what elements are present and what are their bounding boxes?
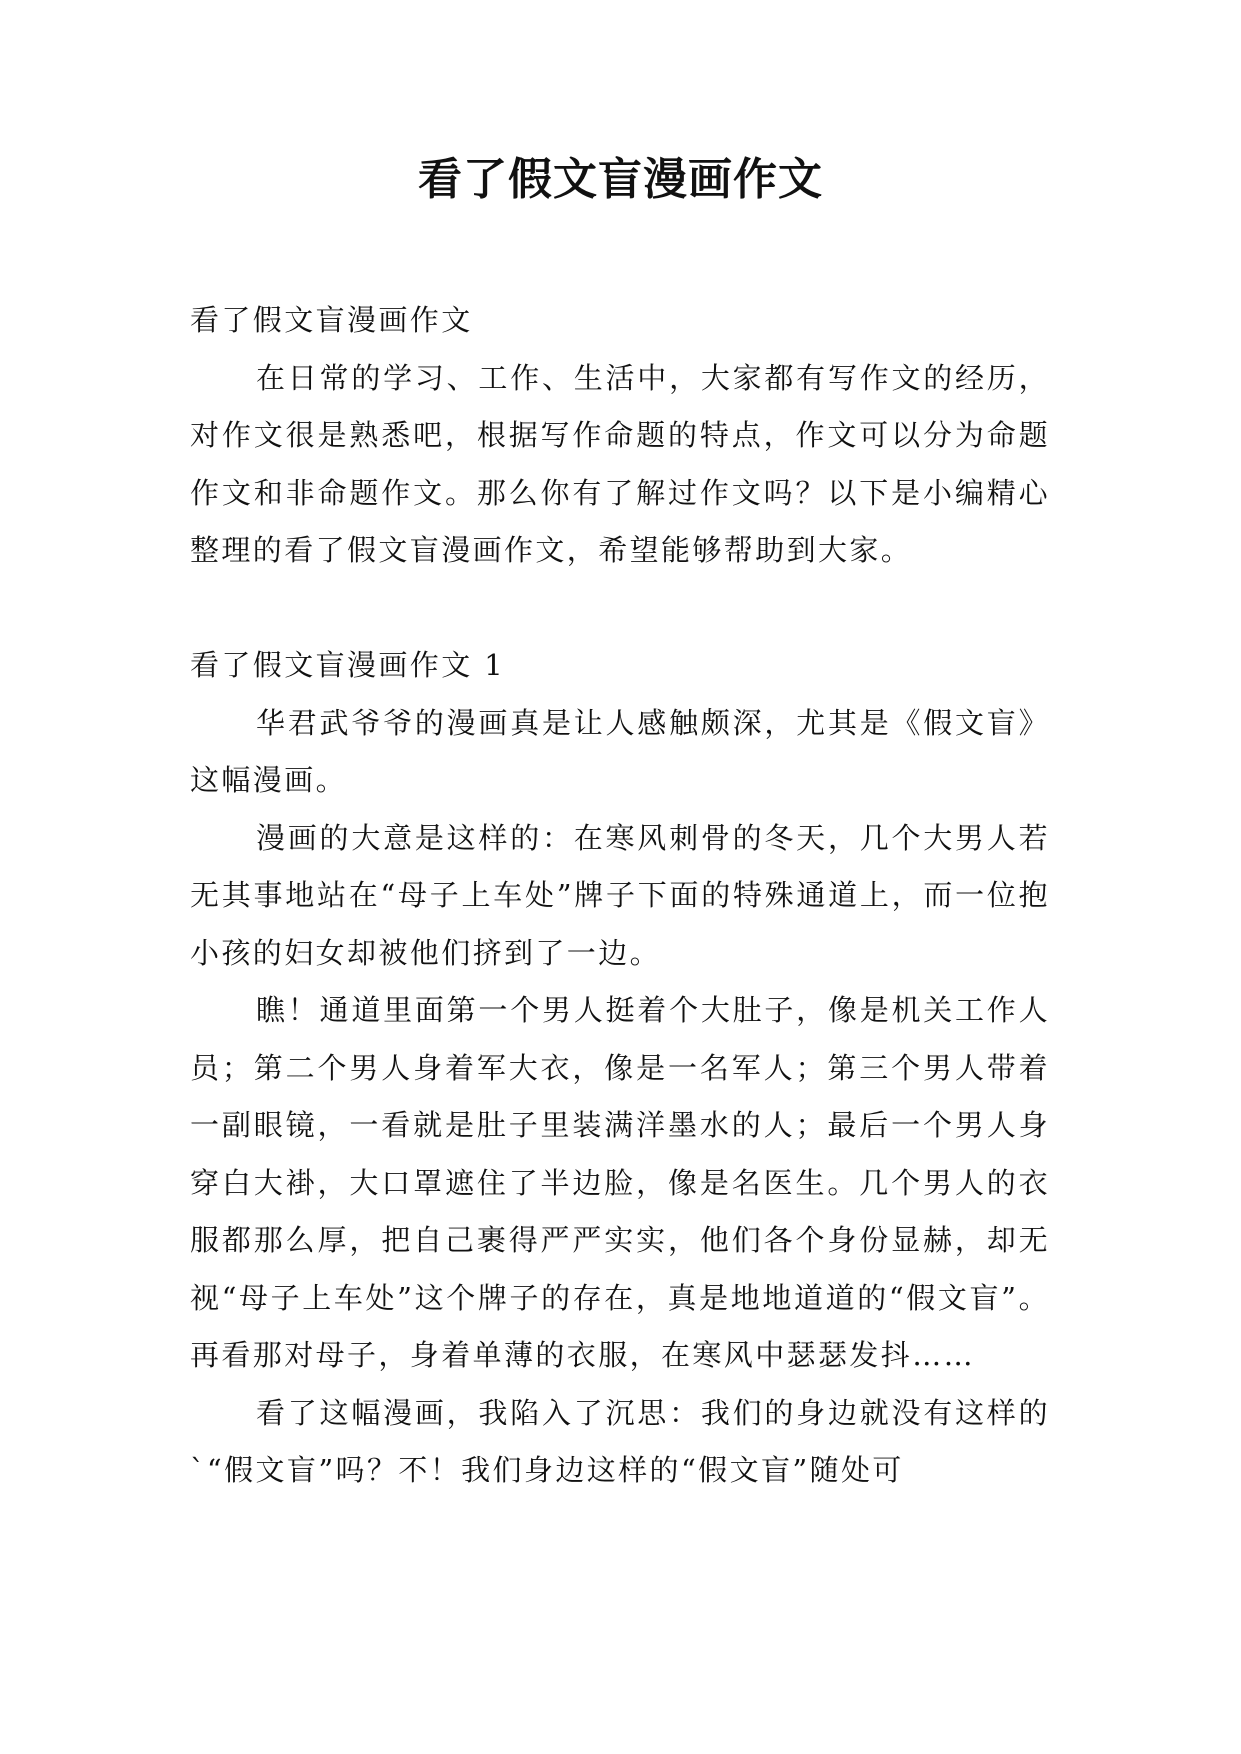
section-heading: 看了假文盲漫画作文 1 [190,648,506,682]
intro-paragraph: 在日常的学习、工作、生活中，大家都有写作文的经历，对作文很是熟悉吧，根据写作命题的特点，作文可以分为命题作文和非命题作文。那么你有了解过作文吗？以下是小编精心整理的看了假文盲漫画作文，希望能够帮助到大家。 [190,360,1050,567]
body-paragraph-2: 漫画的大意是这样的：在寒风刺骨的冬天，几个大男人若无其事地站在“母子上车处”牌子下面的特殊通道上，而一位抱小孩的妇女却被他们挤到了一边。 [190,820,1050,970]
body-paragraph-4: 看了这幅漫画，我陷入了沉思：我们的身边就没有这样的`“假文盲”吗？不！我们身边这样的“假文盲”随处可 [190,1395,1050,1487]
body-paragraph-1: 华君武爷爷的漫画真是让人感触颇深，尤其是《假文盲》这幅漫画。 [190,705,1050,797]
document-body [190,292,1050,1500]
document-subtitle: 看了假文盲漫画作文 [190,303,473,337]
document-title: 看了假文盲漫画作文 [418,154,823,205]
body-paragraph-3: 瞧！通道里面第一个男人挺着个大肚子，像是机关工作人员；第二个男人身着军大衣，像是一名军人；第三个男人带着一副眼镜，一看就是肚子里装满洋墨水的人；最后一个男人身穿白大褂，大口罩遮住了半边脸，像是名医生。几个男人的衣服都那么厚，把自己裹得严严实实，他们各个身份显赫，却无视“母子上车处”这个牌子的存在，真是地地道道的“假文盲”。再看那对母子，身着单薄的衣服，在寒风中瑟瑟发抖…… [190,993,1050,1372]
paragraph-spacer [190,580,1050,638]
